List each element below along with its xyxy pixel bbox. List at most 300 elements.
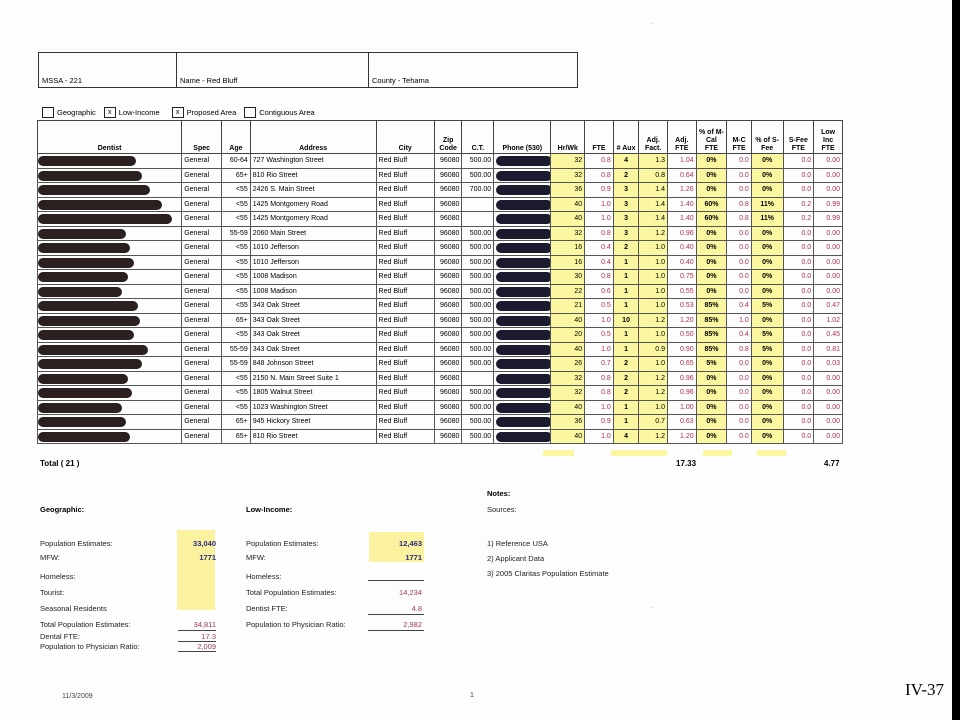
table-cell: 343 Oak Street bbox=[250, 299, 376, 314]
table-cell: 0.47 bbox=[814, 299, 843, 314]
table-cell: 2 bbox=[613, 386, 639, 401]
underline bbox=[178, 630, 216, 631]
table-cell: General bbox=[182, 226, 222, 241]
table-cell: 0.5 bbox=[585, 299, 614, 314]
redaction-mark bbox=[38, 330, 134, 340]
phone-cell bbox=[494, 183, 551, 198]
table-cell: 96080 bbox=[434, 212, 462, 227]
table-cell: 32 bbox=[551, 371, 585, 386]
table-cell: 0% bbox=[751, 415, 783, 430]
table-cell: 0% bbox=[751, 183, 783, 198]
table-cell: 0.0 bbox=[783, 429, 814, 444]
low-income-row-value: 14,234 bbox=[399, 588, 422, 597]
table-cell: 0.00 bbox=[814, 371, 843, 386]
table-cell: 0.0 bbox=[727, 357, 752, 372]
table-cell: 945 Hickory Street bbox=[250, 415, 376, 430]
table-cell: 2060 Main Street bbox=[250, 226, 376, 241]
redaction-mark bbox=[496, 359, 551, 369]
column-header: Low Inc FTE bbox=[814, 121, 843, 154]
table-cell: 36 bbox=[551, 183, 585, 198]
table-cell: 0% bbox=[751, 154, 783, 169]
table-cell: 40 bbox=[551, 197, 585, 212]
table-cell: 1.04 bbox=[667, 154, 696, 169]
column-header: Adj. FTE bbox=[667, 121, 696, 154]
table-cell: Red Bluff bbox=[376, 371, 434, 386]
table-row bbox=[38, 371, 843, 386]
table-cell: 1.2 bbox=[639, 313, 668, 328]
table-cell: 0.2 bbox=[783, 197, 814, 212]
phone-cell bbox=[494, 212, 551, 227]
table-cell: 0.0 bbox=[783, 255, 814, 270]
table-cell: 0.0 bbox=[783, 371, 814, 386]
table-cell: 0% bbox=[696, 429, 727, 444]
redaction-mark bbox=[38, 156, 136, 166]
table-cell: 0% bbox=[751, 371, 783, 386]
table-cell: 1.0 bbox=[585, 400, 614, 415]
redaction-mark bbox=[496, 287, 551, 297]
table-cell: 1.40 bbox=[667, 212, 696, 227]
table-cell: 0.7 bbox=[639, 415, 668, 430]
redaction-mark bbox=[496, 301, 551, 311]
table-cell: 96080 bbox=[434, 328, 462, 343]
low-income-row-value: 4.8 bbox=[411, 604, 422, 613]
low-income-row-label: MFW: bbox=[246, 553, 266, 562]
table-cell: 55-59 bbox=[222, 342, 251, 357]
dentist-name-cell bbox=[38, 342, 182, 357]
underline bbox=[368, 580, 424, 581]
redaction-mark bbox=[496, 200, 551, 210]
dentist-name-cell bbox=[38, 183, 182, 198]
underline bbox=[178, 651, 216, 652]
table-cell: 0% bbox=[696, 241, 727, 256]
footer-date: 11/3/2009 bbox=[62, 693, 93, 700]
redaction-mark bbox=[38, 229, 126, 239]
phone-cell bbox=[494, 197, 551, 212]
table-cell: 1.3 bbox=[639, 154, 668, 169]
table-cell: 10 bbox=[613, 313, 639, 328]
table-cell: 500.00 bbox=[462, 357, 494, 372]
table-cell: 1805 Walnut Street bbox=[250, 386, 376, 401]
dentist-name-cell bbox=[38, 328, 182, 343]
table-cell: 3 bbox=[613, 212, 639, 227]
table-cell: 1.0 bbox=[639, 255, 668, 270]
phone-cell bbox=[494, 429, 551, 444]
table-row bbox=[38, 197, 843, 212]
low-income-row-label: Population to Physician Ratio: bbox=[246, 620, 346, 629]
table-cell: 0.7 bbox=[585, 357, 614, 372]
table-cell: 40 bbox=[551, 400, 585, 415]
dentist-name-cell bbox=[38, 168, 182, 183]
table-cell: 0.0 bbox=[783, 183, 814, 198]
table-cell: 1.0 bbox=[639, 241, 668, 256]
table-cell: 65+ bbox=[222, 168, 251, 183]
table-cell: 96080 bbox=[434, 183, 462, 198]
table-cell: 343 Oak Street bbox=[250, 342, 376, 357]
table-cell: 96080 bbox=[434, 299, 462, 314]
table-cell: 500.00 bbox=[462, 168, 494, 183]
phone-cell bbox=[494, 299, 551, 314]
geographic-row-value: 1771 bbox=[199, 553, 216, 562]
table-cell: 2 bbox=[613, 168, 639, 183]
dentist-name-cell bbox=[38, 255, 182, 270]
table-cell: 0.8 bbox=[639, 168, 668, 183]
table-cell: <55 bbox=[222, 299, 251, 314]
table-cell: 1.4 bbox=[639, 212, 668, 227]
table-cell: Red Bluff bbox=[376, 400, 434, 415]
table-cell: 0.0 bbox=[727, 183, 752, 198]
redaction-mark bbox=[38, 214, 172, 224]
table-cell: 0% bbox=[696, 270, 727, 285]
redaction-mark bbox=[496, 272, 551, 282]
table-cell: 0.96 bbox=[667, 226, 696, 241]
table-row bbox=[38, 226, 843, 241]
table-cell: 0.00 bbox=[814, 284, 843, 299]
table-cell: 0% bbox=[751, 386, 783, 401]
highlight-strip bbox=[703, 450, 732, 456]
table-cell: 727 Washington Street bbox=[250, 154, 376, 169]
table-cell: 1010 Jefferson bbox=[250, 255, 376, 270]
table-cell: 3 bbox=[613, 226, 639, 241]
table-cell: 40 bbox=[551, 429, 585, 444]
redaction-mark bbox=[496, 243, 551, 253]
table-cell: 0% bbox=[696, 183, 727, 198]
table-cell: 96080 bbox=[434, 371, 462, 386]
column-header: S-Fee FTE bbox=[783, 121, 814, 154]
table-cell: General bbox=[182, 386, 222, 401]
table-cell: 96080 bbox=[434, 255, 462, 270]
low-income-row-label: Total Population Estimates: bbox=[246, 588, 337, 597]
table-cell: 0.00 bbox=[814, 270, 843, 285]
table-cell: 55-59 bbox=[222, 226, 251, 241]
table-header-row bbox=[38, 121, 843, 154]
table-cell: 0.0 bbox=[783, 284, 814, 299]
low-income-row-value: 12,463 bbox=[399, 539, 422, 548]
table-cell: General bbox=[182, 154, 222, 169]
redaction-mark bbox=[496, 432, 551, 442]
table-cell: 1008 Madison bbox=[250, 284, 376, 299]
table-cell: 0% bbox=[696, 168, 727, 183]
table-cell: 500.00 bbox=[462, 429, 494, 444]
county-cell: County - Tehama bbox=[372, 76, 429, 85]
column-header: C.T. bbox=[462, 121, 494, 154]
table-cell: 0.0 bbox=[727, 168, 752, 183]
table-cell: 0% bbox=[751, 255, 783, 270]
table-cell: 5% bbox=[696, 357, 727, 372]
table-cell: 1.0 bbox=[585, 197, 614, 212]
table-cell: Red Bluff bbox=[376, 299, 434, 314]
table-cell: 0% bbox=[751, 226, 783, 241]
table-cell: General bbox=[182, 342, 222, 357]
phone-cell bbox=[494, 357, 551, 372]
table-cell: 0.0 bbox=[783, 415, 814, 430]
geographic-row-value: 2,009 bbox=[197, 642, 216, 651]
table-cell: 96080 bbox=[434, 386, 462, 401]
table-cell: 0.4 bbox=[585, 241, 614, 256]
table-cell: 4 bbox=[613, 154, 639, 169]
table-cell: 36 bbox=[551, 415, 585, 430]
table-cell: 30 bbox=[551, 270, 585, 285]
table-cell: General bbox=[182, 284, 222, 299]
table-cell: General bbox=[182, 212, 222, 227]
column-header: Hr/Wk bbox=[551, 121, 585, 154]
redaction-mark bbox=[496, 156, 551, 166]
table-row bbox=[38, 299, 843, 314]
table-cell: 85% bbox=[696, 328, 727, 343]
table-cell: 0.00 bbox=[814, 241, 843, 256]
table-cell: Red Bluff bbox=[376, 284, 434, 299]
table-cell: 500.00 bbox=[462, 284, 494, 299]
table-cell: 0.5 bbox=[585, 328, 614, 343]
table-cell: 0.0 bbox=[783, 154, 814, 169]
table-cell: 0.8 bbox=[585, 226, 614, 241]
redaction-mark bbox=[38, 171, 142, 181]
table-cell: 1.02 bbox=[814, 313, 843, 328]
table-cell: 96080 bbox=[434, 241, 462, 256]
table-cell: 1.4 bbox=[639, 183, 668, 198]
column-header: Address bbox=[250, 121, 376, 154]
table-cell: 0.64 bbox=[667, 168, 696, 183]
table-cell: <55 bbox=[222, 197, 251, 212]
table-row bbox=[38, 415, 843, 430]
checkbox-label: Proposed Area bbox=[186, 107, 237, 117]
table-cell: 0.0 bbox=[727, 400, 752, 415]
dentist-name-cell bbox=[38, 197, 182, 212]
table-cell: 40 bbox=[551, 313, 585, 328]
table-cell: 96080 bbox=[434, 270, 462, 285]
table-cell: 500.00 bbox=[462, 386, 494, 401]
checkbox-0 bbox=[42, 107, 96, 118]
table-cell: 1.0 bbox=[639, 270, 668, 285]
table-cell: <55 bbox=[222, 255, 251, 270]
table-cell: 1023 Washington Street bbox=[250, 400, 376, 415]
dentist-name-cell bbox=[38, 226, 182, 241]
table-cell: 0% bbox=[696, 284, 727, 299]
table-cell: 11% bbox=[751, 197, 783, 212]
table-cell: 848 Johnson Street bbox=[250, 357, 376, 372]
table-cell: 500.00 bbox=[462, 270, 494, 285]
underline bbox=[368, 630, 424, 631]
table-cell bbox=[462, 371, 494, 386]
table-cell: 32 bbox=[551, 386, 585, 401]
footer-page-number: 1 bbox=[470, 692, 474, 699]
table-cell: 96080 bbox=[434, 197, 462, 212]
table-cell: General bbox=[182, 328, 222, 343]
table-cell: 1.4 bbox=[639, 197, 668, 212]
table-cell: 0% bbox=[751, 284, 783, 299]
table-cell bbox=[462, 197, 494, 212]
table-cell: 1.0 bbox=[639, 357, 668, 372]
header-box bbox=[38, 52, 578, 88]
table-cell: 810 Rio Street bbox=[250, 168, 376, 183]
table-cell: General bbox=[182, 197, 222, 212]
table-cell: General bbox=[182, 270, 222, 285]
table-cell: 32 bbox=[551, 226, 585, 241]
table-cell: 1 bbox=[613, 284, 639, 299]
table-cell: <55 bbox=[222, 328, 251, 343]
table-cell: 0.0 bbox=[727, 226, 752, 241]
table-cell: 0.03 bbox=[814, 357, 843, 372]
table-cell: Red Bluff bbox=[376, 357, 434, 372]
table-cell: 500.00 bbox=[462, 328, 494, 343]
table-cell: 3 bbox=[613, 183, 639, 198]
phone-cell bbox=[494, 226, 551, 241]
table-cell: 1 bbox=[613, 328, 639, 343]
table-cell: General bbox=[182, 183, 222, 198]
table-cell: 1.2 bbox=[639, 429, 668, 444]
table-row bbox=[38, 357, 843, 372]
table-cell: 0% bbox=[696, 226, 727, 241]
source-item: 2) Applicant Data bbox=[487, 554, 545, 563]
dentist-name-cell bbox=[38, 154, 182, 169]
table-cell: 500.00 bbox=[462, 342, 494, 357]
table-cell: Red Bluff bbox=[376, 168, 434, 183]
table-cell: 0.81 bbox=[814, 342, 843, 357]
total-label: Total ( 21 ) bbox=[40, 459, 80, 468]
redaction-mark bbox=[496, 417, 551, 427]
table-cell: 500.00 bbox=[462, 241, 494, 256]
table-cell: 0.55 bbox=[667, 284, 696, 299]
table-cell: 0% bbox=[751, 357, 783, 372]
table-cell: 1 bbox=[613, 400, 639, 415]
redaction-mark bbox=[496, 388, 551, 398]
table-cell: 500.00 bbox=[462, 415, 494, 430]
scan-speck: . bbox=[650, 600, 653, 610]
table-cell: 1.26 bbox=[667, 183, 696, 198]
table-cell: 96080 bbox=[434, 226, 462, 241]
low-income-row-label: Dentist FTE: bbox=[246, 604, 288, 613]
table-cell: 96080 bbox=[434, 284, 462, 299]
table-cell: 0.45 bbox=[814, 328, 843, 343]
table-cell: 0.0 bbox=[783, 342, 814, 357]
table-cell: General bbox=[182, 357, 222, 372]
table-cell: 0% bbox=[751, 241, 783, 256]
geographic-row-label: Dental FTE: bbox=[40, 632, 81, 641]
table-cell: 4 bbox=[613, 429, 639, 444]
dentist-table bbox=[37, 120, 843, 444]
geographic-row-label: Population Estimates: bbox=[40, 539, 113, 548]
redaction-mark bbox=[38, 374, 128, 384]
table-cell: 2 bbox=[613, 371, 639, 386]
table-cell: General bbox=[182, 241, 222, 256]
table-cell: 1.2 bbox=[639, 386, 668, 401]
table-cell: 21 bbox=[551, 299, 585, 314]
table-cell: Red Bluff bbox=[376, 429, 434, 444]
table-cell: 0.0 bbox=[727, 386, 752, 401]
low-income-title: Low-Income: bbox=[246, 505, 293, 514]
table-cell bbox=[462, 212, 494, 227]
table-cell: 96080 bbox=[434, 168, 462, 183]
table-cell: 1.0 bbox=[639, 400, 668, 415]
column-header: FTE bbox=[585, 121, 614, 154]
table-cell: Red Bluff bbox=[376, 226, 434, 241]
redaction-mark bbox=[38, 417, 126, 427]
table-cell: 0.0 bbox=[783, 226, 814, 241]
table-cell: 40 bbox=[551, 342, 585, 357]
highlight-strip bbox=[757, 450, 786, 456]
table-cell: 0.0 bbox=[727, 415, 752, 430]
table-cell: 85% bbox=[696, 299, 727, 314]
geographic-title: Geographic: bbox=[40, 505, 85, 514]
geographic-row-label: Population to Physician Ratio: bbox=[40, 642, 140, 651]
table-cell: 0.0 bbox=[727, 255, 752, 270]
column-header: Dentist bbox=[38, 121, 182, 154]
table-cell: 0.75 bbox=[667, 270, 696, 285]
geographic-row-value: 34,811 bbox=[193, 620, 216, 629]
name-cell: Name - Red Bluff bbox=[177, 53, 369, 87]
table-cell: General bbox=[182, 168, 222, 183]
redaction-mark bbox=[38, 243, 130, 253]
mssa-cell: MSSA - 221 bbox=[39, 53, 177, 87]
redaction-mark bbox=[496, 171, 551, 181]
highlight-strip bbox=[543, 450, 574, 456]
table-cell: 1 bbox=[613, 299, 639, 314]
table-cell: General bbox=[182, 415, 222, 430]
phone-cell bbox=[494, 313, 551, 328]
table-cell: 500.00 bbox=[462, 226, 494, 241]
phone-cell bbox=[494, 328, 551, 343]
geographic-row-label: Total Population Estimates: bbox=[40, 620, 131, 629]
table-cell: 343 Oak Street bbox=[250, 313, 376, 328]
column-header: Spec bbox=[182, 121, 222, 154]
redaction-mark bbox=[496, 403, 551, 413]
table-cell: 2150 N. Main Street Suite 1 bbox=[250, 371, 376, 386]
notes-title: Notes: bbox=[487, 489, 511, 498]
geographic-row-value: 17.3 bbox=[201, 632, 216, 641]
table-cell: Red Bluff bbox=[376, 197, 434, 212]
redaction-mark bbox=[496, 330, 551, 340]
table-cell: 0.9 bbox=[585, 415, 614, 430]
table-cell: 0.00 bbox=[814, 386, 843, 401]
redaction-mark bbox=[38, 258, 134, 268]
total-low-inc-fte: 4.77 bbox=[824, 459, 840, 468]
table-cell: 0% bbox=[751, 313, 783, 328]
dentist-name-cell bbox=[38, 371, 182, 386]
table-body bbox=[38, 154, 843, 444]
redaction-mark bbox=[496, 214, 551, 224]
table-cell: 1425 Montgomery Road bbox=[250, 212, 376, 227]
table-cell: 0.0 bbox=[783, 328, 814, 343]
table-cell: General bbox=[182, 299, 222, 314]
table-cell: 0.8 bbox=[585, 154, 614, 169]
column-header: M-C FTE bbox=[727, 121, 752, 154]
table-cell: 96080 bbox=[434, 429, 462, 444]
table-cell: 0.4 bbox=[727, 328, 752, 343]
table-cell: 0.8 bbox=[727, 212, 752, 227]
dentist-name-cell bbox=[38, 357, 182, 372]
table-cell: 0.0 bbox=[783, 270, 814, 285]
table-cell: 0.4 bbox=[727, 299, 752, 314]
table-cell: 0% bbox=[696, 371, 727, 386]
table-cell: 500.00 bbox=[462, 255, 494, 270]
redaction-mark bbox=[38, 345, 148, 355]
table-cell: <55 bbox=[222, 284, 251, 299]
column-header: % of S-Fee bbox=[751, 121, 783, 154]
phone-cell bbox=[494, 415, 551, 430]
sources-label: Sources: bbox=[487, 505, 517, 514]
checkbox-mark bbox=[244, 107, 256, 118]
area-type-checkboxes bbox=[42, 105, 323, 119]
table-cell: 0% bbox=[696, 154, 727, 169]
table-cell: 1 bbox=[613, 270, 639, 285]
table-cell: 0.00 bbox=[814, 226, 843, 241]
source-item: 3) 2005 Claritas Population Estimate bbox=[487, 569, 609, 578]
table-cell: 1.0 bbox=[585, 429, 614, 444]
column-header: City bbox=[376, 121, 434, 154]
table-cell: Red Bluff bbox=[376, 386, 434, 401]
redaction-mark bbox=[496, 185, 551, 195]
table-cell: 0% bbox=[696, 415, 727, 430]
table-cell: Red Bluff bbox=[376, 270, 434, 285]
